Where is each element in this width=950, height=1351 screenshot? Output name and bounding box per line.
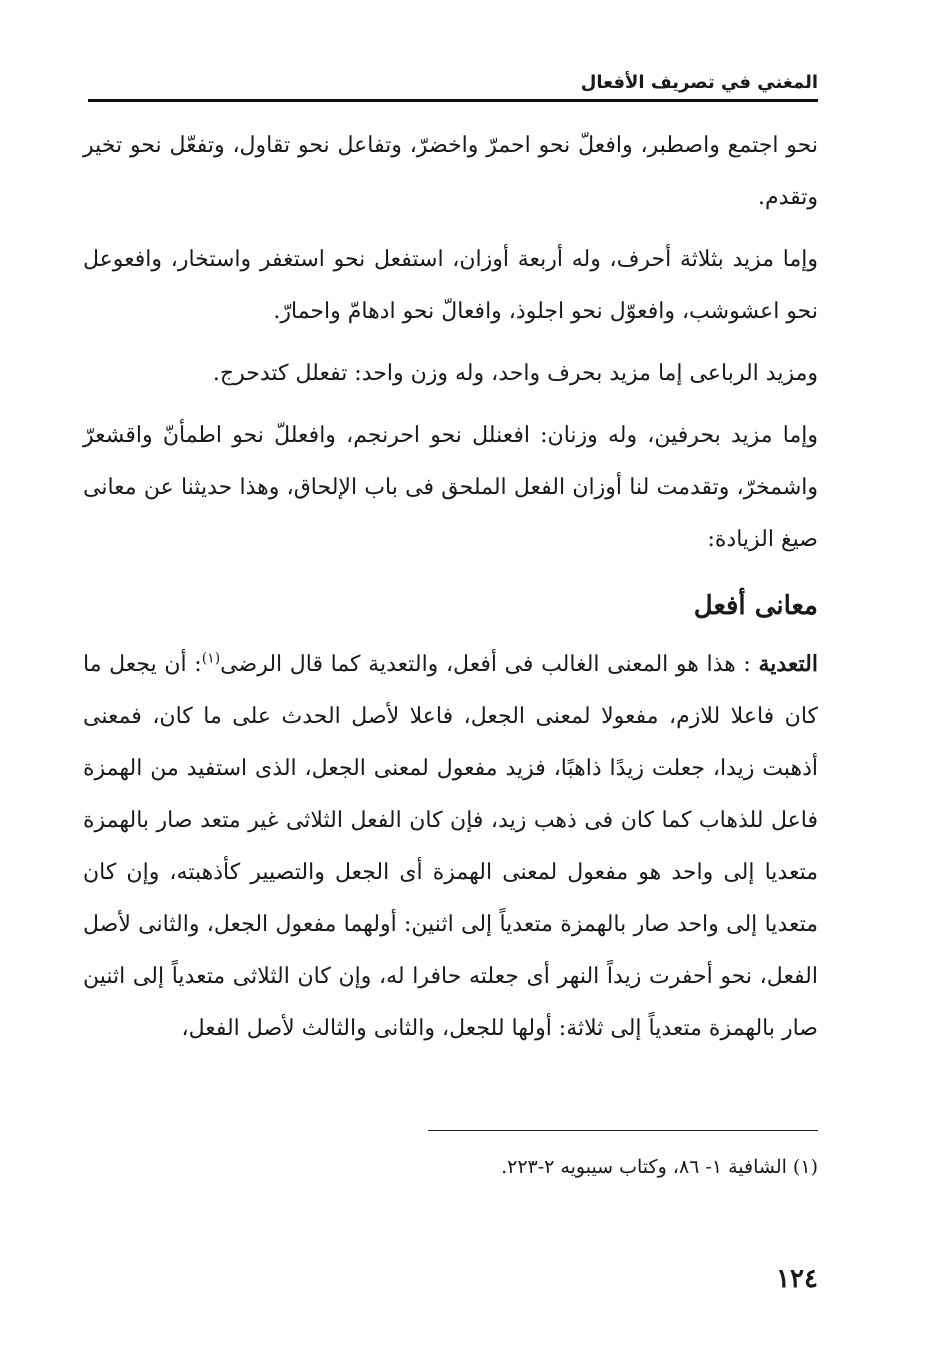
paragraph-1: نحو اجتمع واصطبر، وافعلّ نحو احمرّ واخضرّ، وتفاعل نحو تقاول، وتفعّل نحو تخير وتقدم. — [83, 133, 818, 210]
footnote-rule — [428, 1130, 818, 1131]
running-header: المغني في تصريف الأفعال — [580, 72, 818, 93]
section-body: أن يجعل ما كان فاعلا للازم، مفعولا لمعنى الجعل، فاعلا لأصل الحدث على ما كان، فمعنى أذهبت زيدا، جعلت زيدًا ذاهبًا، فزيد مفعول لمعنى الجعل، الذى استفيد من الهمزة فاعل للذهاب كما كان فى ذهب زيد، فإن كان الفعل الثلاثى غير متعد صار بالهمزة متعديا إلى واحد هو مفعول لمعنى الهمزة أى الجعل والتصيير كأذهبته، وإن كان متعديا إلى واحد صار بالهمزة متعدياً إلى اثنين: أولهما مفعول الجعل، والثانى لأصل الفعل، نحو أحفرت زيداً النهر أى جعلته حافرا له، وإن كان الثلاثى متعدياً إلى اثنين صار بالهمزة متعدياً إلى ثلاثة: أولها للجعل، والثانى والثالث لأصل الفعل، — [83, 652, 818, 1041]
page-number: ١٢٤ — [776, 1264, 818, 1294]
header-rule — [88, 99, 818, 102]
body-text — [83, 120, 818, 1065]
section-intro-end: : — [194, 652, 202, 677]
section-heading: معانى أفعل — [693, 591, 818, 621]
section-intro: : هذا هو المعنى الغالب فى أفعل، والتعدية كما قال الرضى — [220, 652, 751, 677]
paragraph-4: وإما مزيد بحرفين، وله وزنان: افعنلل نحو احرنجم، وافعللّ نحو اطمأنّ واقشعرّ واشمخرّ، وتقدمت لنا أوزان الفعل الملحق فى باب الإلحاق، وهذا حديثنا عن معانى صيغ الزيادة: — [83, 423, 818, 552]
section-paragraph — [83, 638, 818, 1055]
paragraph-3: ومزيد الرباعى إما مزيد بحرف واحد، وله وزن واحد: تفعلل كتدحرج. — [212, 361, 818, 386]
footnote: (١) الشافية ١- ٨٦، وكتاب سيبويه ٢-٢٢٣. — [501, 1156, 818, 1178]
paragraph-2: وإما مزيد بثلاثة أحرف، وله أربعة أوزان، استفعل نحو استغفر واستخار، وافعوعل نحو اعشوشب، وافعوّل نحو اجلوذ، وافعالّ نحو ادهامّ واحمارّ. — [83, 247, 818, 324]
footnote-marker: (١) — [201, 650, 221, 667]
section-term: التعدية — [758, 651, 819, 677]
